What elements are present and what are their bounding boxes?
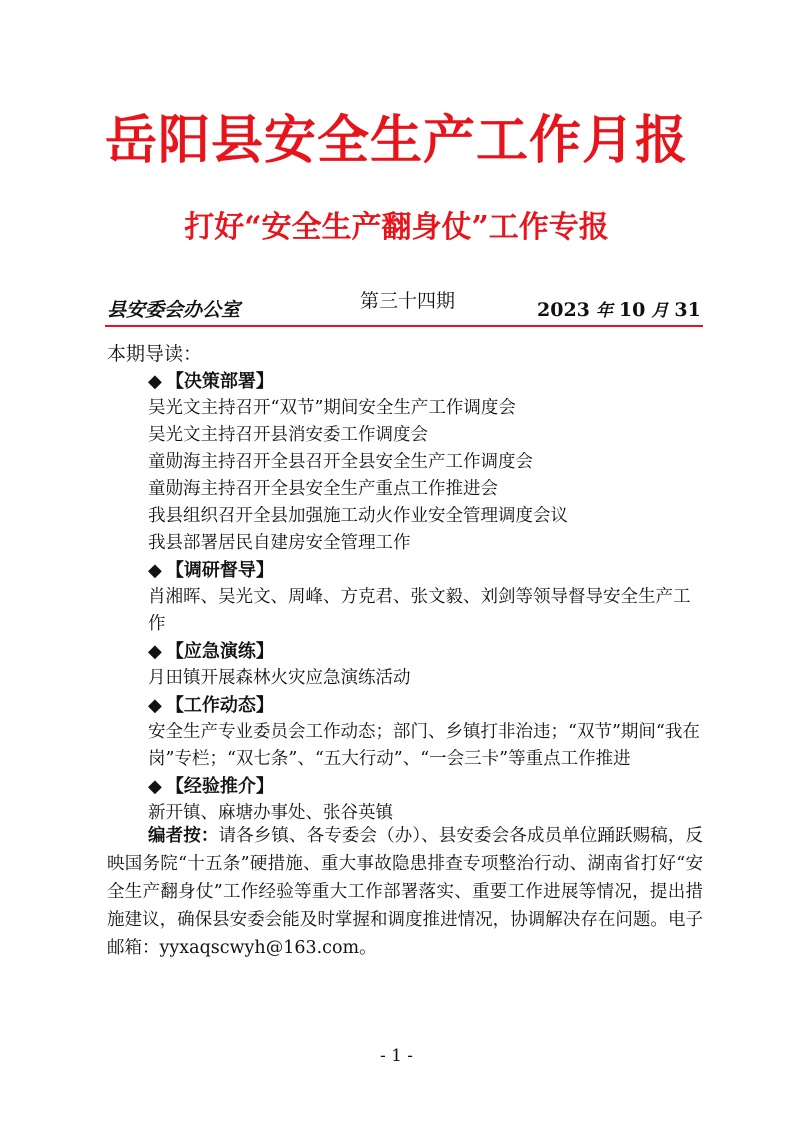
list-item: 童勋海主持召开全县召开全县安全生产工作调度会	[148, 452, 533, 472]
issue-date	[537, 296, 701, 325]
section-heading	[148, 638, 703, 665]
list-item: 我县部署居民自建房安全管理工作	[148, 533, 411, 553]
list-item: 吴光文主持召开“双节”期间安全生产工作调度会	[148, 398, 516, 418]
newsletter-subtitle: 打好“安全生产翻身仗”工作专报	[184, 210, 609, 245]
table-of-contents	[107, 368, 703, 827]
diamond-bullet-icon: ◆	[148, 560, 162, 581]
diamond-bullet-icon: ◆	[148, 371, 162, 392]
editor-note-label: 编者按：	[148, 826, 219, 846]
date-year: 2023	[537, 299, 590, 321]
section-heading	[148, 773, 703, 800]
list-item: 月田镇开展森林火灾应急演练活动	[148, 668, 411, 688]
section-heading	[148, 557, 703, 584]
list-item: 我县组织召开全县加强施工动火作业安全管理调度会议	[148, 506, 568, 526]
issue-number: 第三十四期	[360, 290, 456, 312]
list-item: 新开镇、麻塘办事处、张谷英镇	[148, 803, 393, 823]
guide-heading: 本期导读：	[107, 343, 203, 365]
header-divider	[105, 325, 703, 327]
list-item: 肖湘晖、吴光文、周峰、方克君、张文毅、刘剑等领导督导安全生产工作	[148, 587, 691, 634]
diamond-bullet-icon: ◆	[148, 641, 162, 662]
diamond-bullet-icon: ◆	[148, 695, 162, 716]
issuer: 县安委会办公室	[107, 299, 241, 321]
list-item: 安全生产专业委员会工作动态；部门、乡镇打非治违；“双节”期间“我在岗”专栏；“双七条”、“五大行动”、“一会三卡”等重点工作推进	[148, 722, 700, 769]
section-title: 【工作动态】	[165, 695, 274, 716]
editor-note-text: 请各乡镇、各专委会（办）、县安委会各成员单位踊跃赐稿，反映国务院“十五条”硬措施、重大事故隐患排查专项整治行动、湖南省打好“安全生产翻身仗”工作经验等重大工作部署落实、重要工作进展等情况，提出措施建议，确保县安委会能及时掌握和调度推进情况，协调解决存在问题。电子邮箱：yyxaqscwyh@163.com。	[107, 826, 703, 958]
editor-note	[107, 822, 703, 962]
list-item: 童勋海主持召开全县安全生产重点工作推进会	[148, 479, 498, 499]
page-number: - 1 -	[379, 1046, 414, 1066]
date-month-unit: 月	[651, 301, 669, 321]
date-day: 31	[674, 299, 701, 321]
section-title: 【应急演练】	[165, 641, 274, 662]
diamond-bullet-icon: ◆	[148, 776, 162, 797]
section-heading	[148, 692, 703, 719]
section-heading	[148, 368, 703, 395]
newsletter-title: 岳阳县安全生产工作月报	[104, 110, 688, 171]
section-title: 【经验推介】	[165, 776, 274, 797]
date-month: 10	[618, 299, 646, 321]
list-item: 吴光文主持召开县消安委工作调度会	[148, 425, 428, 445]
section-title: 【决策部署】	[165, 371, 274, 392]
date-year-unit: 年	[595, 301, 613, 321]
section-title: 【调研督导】	[165, 560, 274, 581]
